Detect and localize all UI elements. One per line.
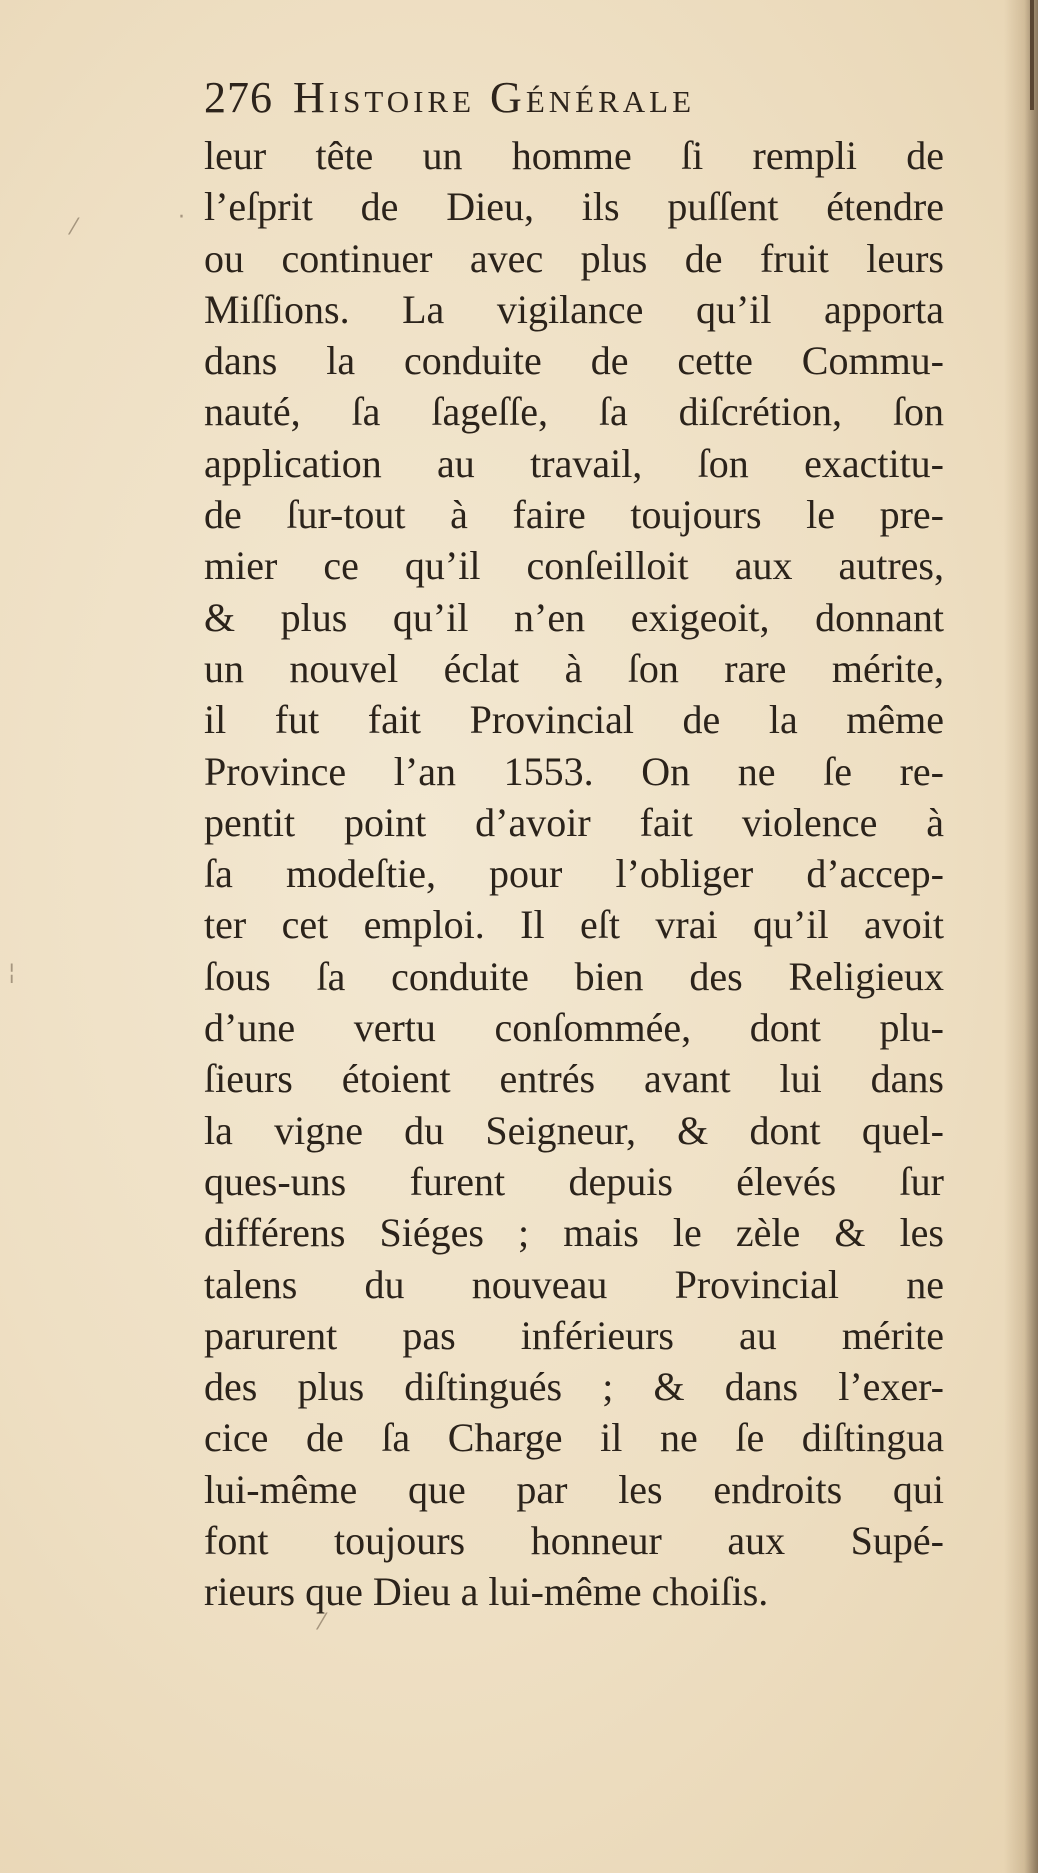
running-title: Histoire Générale	[293, 73, 696, 122]
text-line: ſieurs étoient entrés avant lui dans	[204, 1056, 944, 1102]
text-line: nauté, ſa ſageſſe, ſa diſcrétion, ſon	[204, 389, 944, 435]
margin-speck: ¦	[8, 960, 16, 985]
text-line: rieurs que Dieu a lui-même choiſis.	[204, 1569, 769, 1615]
text-line: différens Siéges ; mais le zèle & les	[204, 1210, 944, 1256]
text-line: application au travail, ſon exactitu-	[204, 440, 944, 486]
page-gutter-shadow	[1004, 0, 1038, 1873]
text-line: pentit point d’avoir fait violence à	[204, 799, 944, 845]
text-line: ſa modeſtie, pour l’obliger d’accep-	[204, 851, 944, 897]
text-line: ter cet emploi. Il eſt vrai qu’il avoit	[204, 902, 944, 948]
text-line: il fut fait Provincial de la même	[204, 697, 944, 743]
text-line: un nouvel éclat à ſon rare mérite,	[204, 645, 944, 691]
text-line: font toujours honneur aux Supé-	[204, 1518, 944, 1564]
margin-speck: ·	[178, 205, 185, 230]
margin-speck: ⁄	[72, 215, 76, 240]
running-head	[204, 72, 944, 123]
text-line: Miſſions. La vigilance qu’il apporta	[204, 286, 944, 332]
text-line: des plus diſtingués ; & dans l’exer-	[204, 1364, 944, 1410]
text-line: lui-même que par les endroits qui	[204, 1466, 944, 1512]
text-line: & plus qu’il n’en exigeoit, donnant	[204, 594, 944, 640]
text-line: ou continuer avec plus de fruit leurs	[204, 235, 944, 281]
text-line: parurent pas inférieurs au mérite	[204, 1312, 944, 1358]
text-line: Province l’an 1553. On ne ſe re-	[204, 748, 944, 794]
body-text	[204, 130, 944, 1618]
text-line: ques-uns furent depuis élevés ſur	[204, 1158, 944, 1204]
text-line: d’une vertu conſommée, dont plu-	[204, 1005, 944, 1051]
text-line: de ſur-tout à faire toujours le pre-	[204, 492, 944, 538]
text-line: mier ce qu’il conſeilloit aux autres,	[204, 543, 944, 589]
text-line: dans la conduite de cette Commu-	[204, 338, 944, 384]
page-number: 276	[204, 73, 273, 122]
text-line: ſous ſa conduite bien des Religieux	[204, 953, 944, 999]
text-line: l’eſprit de Dieu, ils puſſent étendre	[204, 184, 944, 230]
text-line: la vigne du Seigneur, & dont quel-	[204, 1107, 944, 1153]
text-line: talens du nouveau Provincial ne	[204, 1261, 944, 1307]
margin-speck: ⁄	[320, 1610, 324, 1635]
text-line: leur tête un homme ſi rempli de	[204, 133, 944, 178]
text-line: cice de ſa Charge il ne ſe diſtingua	[204, 1415, 944, 1461]
page-gutter-edge	[1030, 0, 1034, 110]
